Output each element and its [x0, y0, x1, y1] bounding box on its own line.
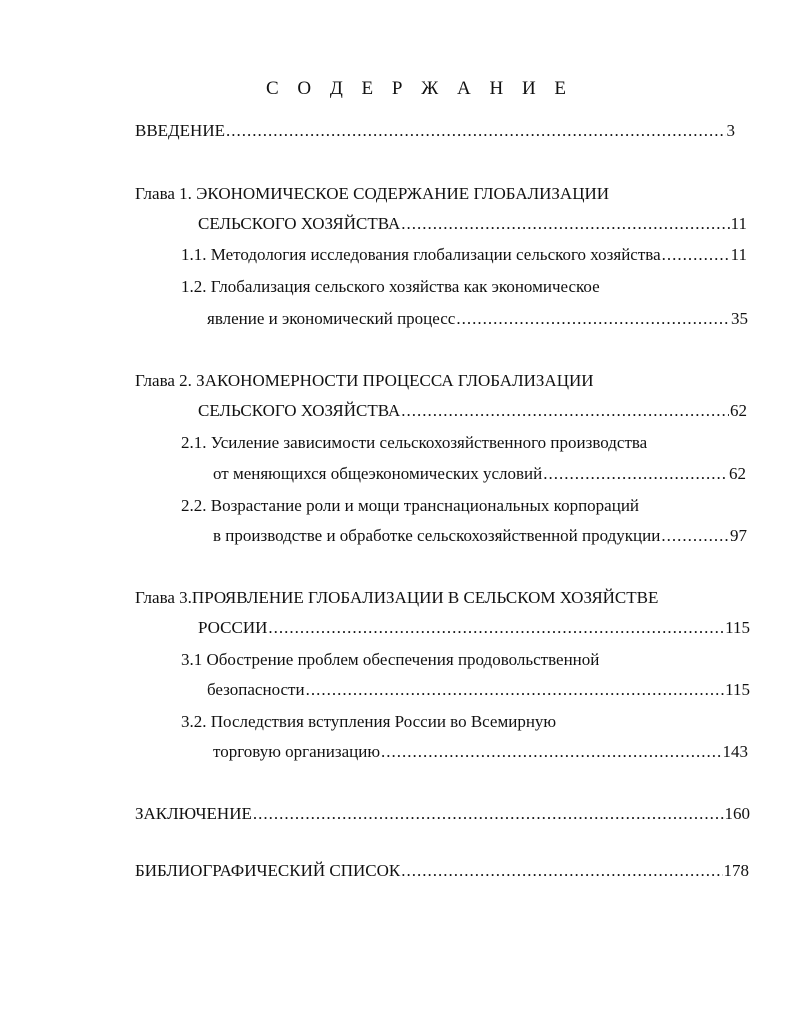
leader-dots	[401, 213, 729, 235]
leader-dots	[381, 741, 721, 763]
section-3-2	[213, 741, 748, 763]
toc-page-number: 35	[731, 309, 748, 328]
toc-page-number: 115	[725, 680, 750, 699]
toc-entry-text: безопасности	[207, 680, 305, 699]
leader-dots	[401, 400, 729, 422]
leader-dots	[401, 860, 722, 882]
section-1-1	[181, 244, 747, 266]
leader-dots	[456, 308, 730, 330]
leader-dots	[268, 617, 724, 639]
leader-dots	[253, 803, 724, 825]
toc-page-number: 62	[729, 464, 746, 483]
toc-entry-text: явление и экономический процесс	[207, 309, 456, 328]
toc-entry-text: СЕЛЬСКОГО ХОЗЯЙСТВА	[198, 214, 401, 233]
leader-dots	[661, 525, 729, 547]
section-2-2-title: 2.2. Возрастание роли и мощи транснациональных корпораций	[181, 496, 640, 515]
section-2-2	[213, 525, 747, 547]
toc-entry-text: ЗАКЛЮЧЕНИЕ	[135, 804, 252, 823]
toc-page-number: 143	[722, 742, 748, 761]
toc-page-number: 11	[730, 214, 747, 233]
toc-entry-text: РОССИИ	[198, 618, 268, 637]
toc-title: С О Д Е Р Ж А Н И Е	[265, 78, 574, 99]
toc-page-number: 115	[725, 618, 750, 637]
section-3-1-title: 3.1 Обострение проблем обеспечения продовольственной	[181, 650, 600, 669]
section-1-2	[207, 308, 748, 330]
toc-entry-text: от меняющихся общеэкономических условий	[213, 464, 543, 483]
toc-page-number: 178	[723, 861, 749, 880]
chapter1-title-cont	[198, 213, 747, 235]
section-2-1	[213, 463, 746, 485]
toc-entry-conclusion	[135, 803, 750, 825]
toc-entry-bibliography	[135, 860, 749, 882]
toc-entry-text: в производстве и обработке сельскохозяйственной продукции	[213, 526, 661, 545]
toc-entry-text: ВВЕДЕНИЕ	[135, 121, 225, 140]
leader-dots	[226, 120, 726, 142]
leader-dots	[306, 679, 725, 701]
toc-entry-text: торговую организацию	[213, 742, 381, 761]
toc-entry-text: 1.1. Методология исследования глобализации сельского хозяйства	[181, 245, 661, 264]
section-3-1	[207, 679, 750, 701]
leader-dots	[662, 244, 730, 266]
toc-entry-text: БИБЛИОГРАФИЧЕСКИЙ СПИСОК	[135, 861, 401, 880]
toc-page-number: 11	[730, 245, 747, 264]
section-2-1-title: 2.1. Усиление зависимости сельскохозяйственного производства	[181, 433, 648, 452]
toc-entry-text: СЕЛЬСКОГО ХОЗЯЙСТВА	[198, 401, 401, 420]
chapter1-title: Глава 1. ЭКОНОМИЧЕСКОЕ СОДЕРЖАНИЕ ГЛОБАЛИЗАЦИИ	[135, 184, 610, 203]
toc-entry-intro	[135, 120, 735, 142]
toc-page-number: 97	[730, 526, 747, 545]
chapter3-title: Глава 3.ПРОЯВЛЕНИЕ ГЛОБАЛИЗАЦИИ В СЕЛЬСКОМ ХОЗЯЙСТВЕ	[135, 588, 659, 607]
chapter3-title-cont	[198, 617, 750, 639]
chapter2-title-cont	[198, 400, 747, 422]
toc-page-number: 3	[726, 121, 735, 140]
section-3-2-title: 3.2. Последствия вступления России во Всемирную	[181, 712, 557, 731]
chapter2-title: Глава 2. ЗАКОНОМЕРНОСТИ ПРОЦЕССА ГЛОБАЛИЗАЦИИ	[135, 371, 594, 390]
section-1-2-title: 1.2. Глобализация сельского хозяйства как экономическое	[181, 277, 600, 296]
toc-page-number: 160	[724, 804, 750, 823]
leader-dots	[543, 463, 728, 485]
toc-page-number: 62	[730, 401, 747, 420]
